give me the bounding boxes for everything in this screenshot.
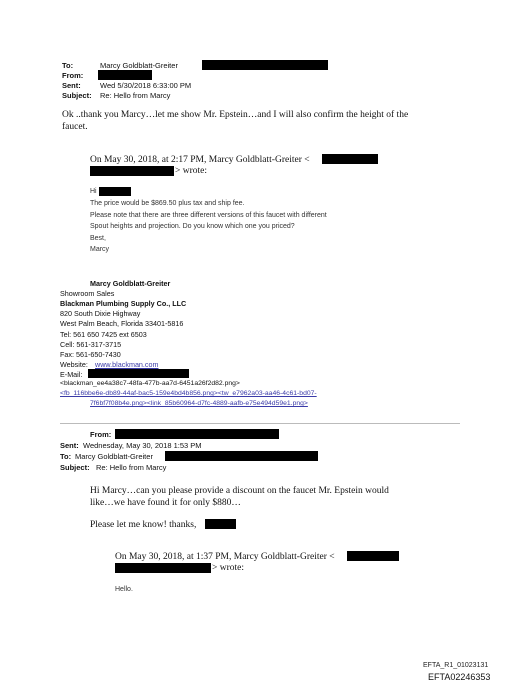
redaction <box>99 187 131 196</box>
signature-title: Showroom Sales <box>60 289 115 298</box>
signature-cell: Cell: 561-317-3715 <box>60 340 122 349</box>
subject-label: Subject: <box>60 463 90 472</box>
quote2-body: Hello. <box>115 586 133 593</box>
to-label: To: <box>60 452 72 461</box>
sent-label: Sent: <box>62 81 81 90</box>
signature-website-label: Website: <box>60 360 88 369</box>
subject-value: Re: Hello from Marcy <box>96 463 167 472</box>
footer-id2: EFTA02246353 <box>428 672 491 682</box>
footer-id1: EFTA_R1_01023131 <box>423 662 489 669</box>
quote1-line: Spout heights and projection. Do you know which one you priced? <box>90 223 295 230</box>
signature-company: Blackman Plumbing Supply Co., LLC <box>60 299 187 308</box>
website-link[interactable]: www.blackman.com <box>95 360 159 369</box>
redaction <box>115 429 279 439</box>
signature-fax: Fax: 561-650-7430 <box>60 350 121 359</box>
quote1-line: Marcy <box>90 246 110 253</box>
quote2-attribution: On May 30, 2018, at 1:37 PM, Marcy Goldblatt-Greiter < <box>115 552 335 562</box>
redaction <box>98 70 152 80</box>
quote1-line: Please note that there are three different versions of this faucet with different <box>90 212 327 219</box>
redaction <box>322 154 378 164</box>
quote1-wrote: > wrote: <box>175 166 208 176</box>
redaction <box>347 551 399 561</box>
redaction <box>90 166 174 176</box>
redaction <box>165 451 318 461</box>
signature-address2: West Palm Beach, Florida 33401-5816 <box>60 319 184 328</box>
signature-image-link[interactable]: 7f6bf7f08b4e.png><link_85b60964-d7fc-4889-aafb-e75e494d59e1.png> <box>90 400 308 407</box>
redaction <box>205 519 236 529</box>
redaction <box>115 563 211 573</box>
signature-address1: 820 South Dixie Highway <box>60 309 141 318</box>
to-label: To: <box>62 61 74 70</box>
subject-value: Re: Hello from Marcy <box>100 91 171 100</box>
signature-image-ref: <blackman_ee4a38c7-48fa-477b-aa7d-6451a26f2d82.png> <box>60 380 240 387</box>
quote1-line: The price would be $869.50 plus tax and ship fee. <box>90 200 245 207</box>
from-label: From: <box>62 71 84 80</box>
from-label: From: <box>90 430 112 439</box>
signature-tel: Tel: 561 650 7425 ext 6503 <box>60 330 147 339</box>
quote1-line: Best, <box>90 235 106 242</box>
redaction <box>88 369 189 378</box>
sent-value: Wed 5/30/2018 6:33:00 PM <box>100 81 192 90</box>
message1-line2: faucet. <box>62 122 88 132</box>
subject-label: Subject: <box>62 91 92 100</box>
signature-image-link[interactable]: <fb_116bbe6e-db89-44af-bac5-159e4bd4b856.png><tw_e7962a03-aa46-4c61-bd07- <box>60 390 317 397</box>
quote1-attribution: On May 30, 2018, at 2:17 PM, Marcy Goldblatt-Greiter < <box>90 155 310 165</box>
signature-email-label: E-Mail: <box>60 370 83 379</box>
signature-name: Marcy Goldblatt-Greiter <box>90 279 171 288</box>
quote1-greeting: Hi <box>90 188 97 195</box>
message2-line1: Hi Marcy…can you please provide a discount on the faucet Mr. Epstein would <box>90 486 389 496</box>
sent-label: Sent: <box>60 441 79 450</box>
to-value: Marcy Goldblatt-Greiter <box>75 452 153 461</box>
quote2-wrote: > wrote: <box>212 563 245 573</box>
message2-line3: Please let me know! thanks, <box>90 520 197 530</box>
message1-line1: Ok ..thank you Marcy…let me show Mr. Epstein…and I will also confirm the height of the <box>62 110 409 120</box>
sent-value: Wednesday, May 30, 2018 1:53 PM <box>83 441 202 450</box>
to-value: Marcy Goldblatt-Greiter <box>100 61 178 70</box>
redaction <box>202 60 328 70</box>
message2-line2: like…we have found it for only $880… <box>90 498 241 508</box>
divider <box>60 423 460 424</box>
